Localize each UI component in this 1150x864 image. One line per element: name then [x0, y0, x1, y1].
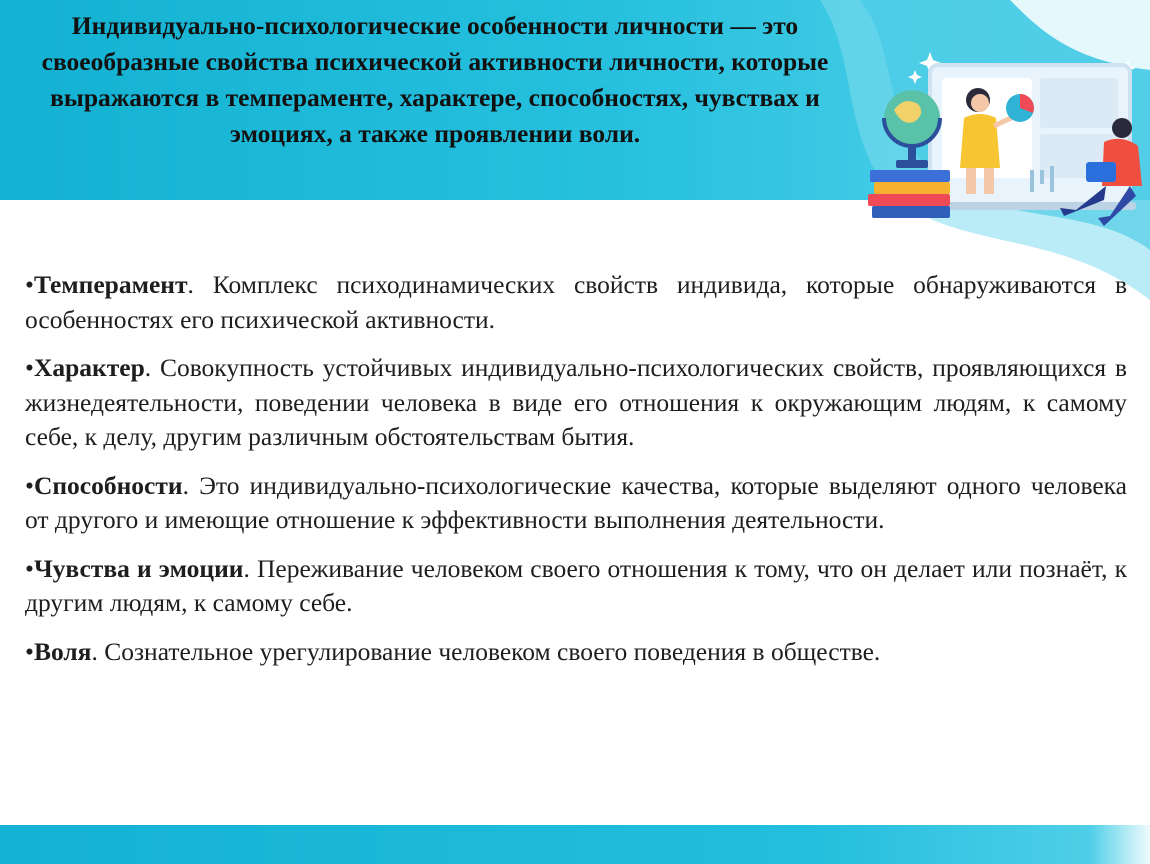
definition-abilities: . Это индивидуально-психологические качества, которые выделяют одного человека от другого и имеющие отношение к эффективности выполнения деятельности.	[25, 470, 1127, 534]
pie-chart-icon	[1006, 94, 1034, 122]
bullet: •	[25, 553, 34, 583]
definition-feelings: . Переживание человеком своего отношения к тому, что он делает или познаёт, к другим людям, к самому себе.	[25, 553, 1127, 617]
definition-character: . Совокупность устойчивых индивидуально-психологических свойств, проявляющихся в жизнедеятельности, поведении человека в виде его отношения к окружающим людям, к самому себе, к делу, другим различным обстоятельствам бытия.	[25, 353, 1127, 451]
list-item-feelings	[25, 552, 1127, 621]
footer-band	[0, 825, 1150, 864]
term-character: Характер	[33, 353, 145, 382]
list-item-character	[25, 351, 1127, 455]
term-feelings: Чувства и эмоции	[33, 553, 244, 583]
list-item-abilities	[25, 469, 1127, 538]
slide-title: Индивидуально-психологические особенности личности — это своеобразные свойства психической активности личности, которые выражаются в темпераменте, характере, способностях, чувствах и эмоциях, а также проявлении воли.	[41, 11, 829, 148]
bullet: •	[25, 470, 34, 500]
bullet: •	[25, 636, 34, 666]
list-item-will	[25, 635, 1127, 670]
bullet: •	[25, 270, 34, 299]
term-abilities: Способности	[33, 470, 183, 500]
books-icon	[868, 170, 950, 218]
definition-will: . Сознательное урегулирование человеком своего поведения в обществе.	[91, 636, 881, 666]
content-list	[25, 268, 1127, 683]
list-item-temperament	[25, 268, 1127, 337]
illustration-education	[860, 30, 1150, 240]
bullet: •	[25, 353, 34, 382]
term-will: Воля	[33, 636, 92, 666]
term-temperament: Темперамент	[33, 270, 188, 299]
definition-temperament: . Комплекс психодинамических свойств индивида, которые обнаруживаются в особенностях его психической активности.	[25, 270, 1127, 334]
